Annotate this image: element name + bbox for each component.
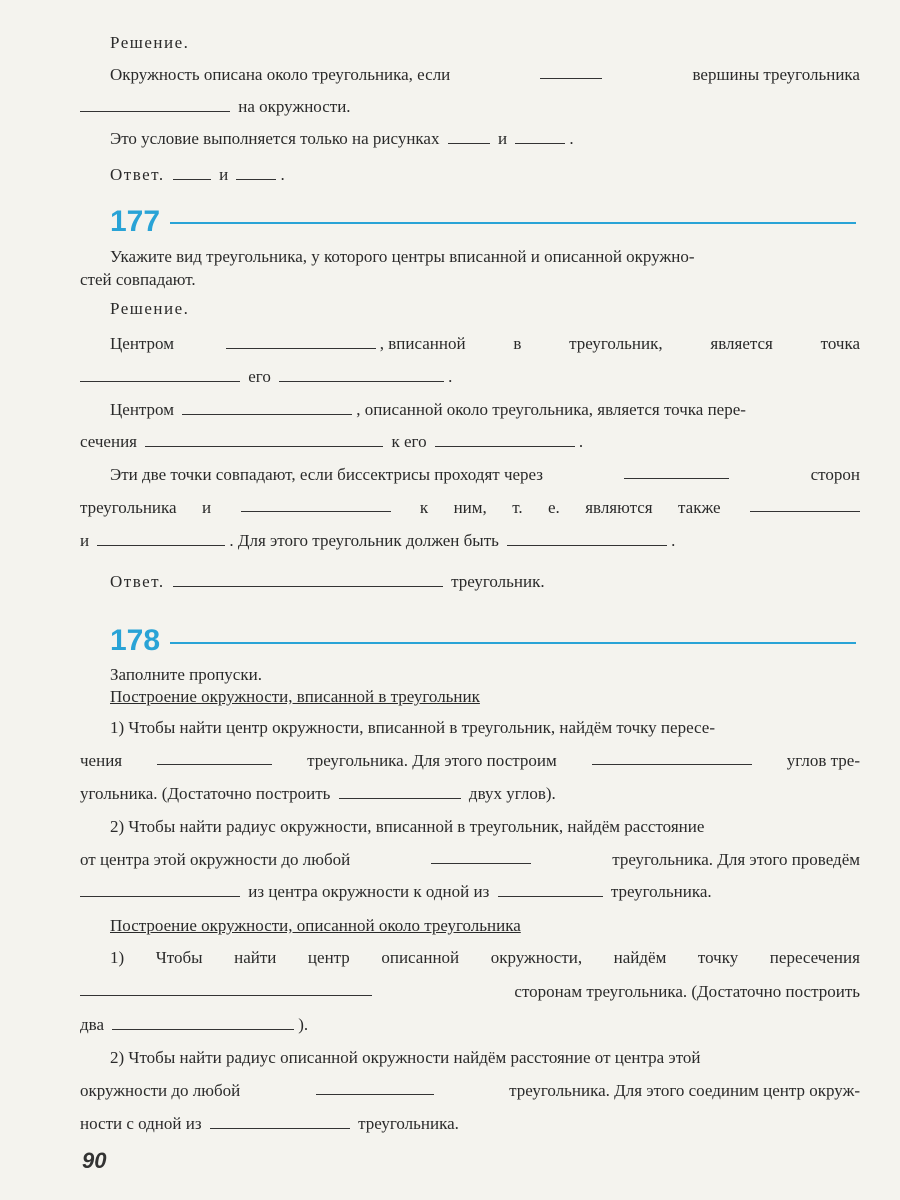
text-line: Окружность описана около треугольника, если вершины треугольника	[110, 65, 860, 84]
text-line: на окружности.	[80, 96, 860, 118]
text-line: 1) Чтобы найти центр описанной окружности, найдём точку пересечения	[110, 948, 860, 967]
answer-blank[interactable]	[173, 165, 211, 180]
text-line: сечения к его .	[80, 432, 584, 451]
answer-blank[interactable]	[339, 784, 461, 799]
question-line: Укажите вид треугольника, у которого центры вписанной и описанной окружно-	[110, 247, 695, 266]
task-number: 177	[110, 205, 161, 238]
text-line: Центром , описанной около треугольника, является точка пере-	[110, 400, 746, 419]
answer-blank[interactable]	[515, 129, 565, 144]
answer-blank[interactable]	[145, 432, 383, 447]
answer-blank[interactable]	[157, 750, 272, 765]
answer-line: Ответ. и .	[110, 165, 285, 184]
text-line: 1) Чтобы найти центр окружности, вписанной в треугольник, найдём точку пересе-	[110, 718, 715, 737]
answer-blank[interactable]	[80, 367, 240, 382]
text-line: его .	[80, 366, 860, 388]
text-line: сторонам треугольника. (Достаточно построить	[80, 981, 860, 1003]
answer-blank[interactable]	[540, 64, 602, 79]
text-line: Центром , вписанной в треугольник, является точка	[110, 334, 860, 353]
answer-blank[interactable]	[750, 497, 860, 512]
task-number: 178	[110, 624, 161, 657]
text-line: угольника. (Достаточно построить двух углов).	[80, 784, 556, 803]
question-line: стей совпадают.	[80, 270, 196, 289]
answer-blank[interactable]	[624, 464, 729, 479]
text-line: два ).	[80, 1015, 309, 1034]
text-line: Эти две точки совпадают, если биссектрисы проходят через сторон	[110, 465, 860, 484]
text-line: окружности до любой треугольника. Для этого соединим центр окруж-	[80, 1081, 860, 1100]
text-line: ности с одной из треугольника.	[80, 1114, 459, 1133]
divider	[170, 222, 856, 224]
text-line: Это условие выполняется только на рисунках и .	[110, 129, 574, 148]
answer-blank[interactable]	[112, 1015, 294, 1030]
answer-blank[interactable]	[279, 367, 444, 382]
solution-label: Решение.	[110, 299, 190, 318]
divider	[170, 642, 856, 644]
answer-blank[interactable]	[210, 1114, 350, 1129]
answer-blank[interactable]	[316, 1080, 434, 1095]
answer-blank[interactable]	[507, 531, 667, 546]
solution-label: Решение.	[110, 33, 190, 52]
text-line: треугольника и к ним, т. е. являются также	[80, 497, 860, 519]
page-number: 90	[82, 1148, 107, 1173]
answer-blank[interactable]	[592, 750, 752, 765]
text-line: и . Для этого треугольник должен быть .	[80, 531, 676, 550]
answer-blank[interactable]	[173, 572, 443, 587]
text-line: 2) Чтобы найти радиус окружности, вписанной в треугольник, найдём расстояние	[110, 817, 705, 836]
section-heading: Построение окружности, вписанной в треугольник	[110, 687, 480, 706]
text-line: чения треугольника. Для этого построим углов тре-	[80, 751, 860, 770]
answer-line: Ответ. треугольник.	[110, 572, 545, 591]
text-line: от центра этой окружности до любой треугольника. Для этого проведём	[80, 850, 860, 869]
answer-blank[interactable]	[226, 334, 376, 349]
section-heading: Построение окружности, описанной около треугольника	[110, 916, 521, 935]
answer-blank[interactable]	[80, 882, 240, 897]
answer-blank[interactable]	[448, 129, 490, 144]
answer-blank[interactable]	[236, 165, 276, 180]
answer-blank[interactable]	[80, 981, 372, 996]
answer-blank[interactable]	[431, 849, 531, 864]
answer-blank[interactable]	[182, 400, 352, 415]
answer-blank[interactable]	[80, 97, 230, 112]
text-line: из центра окружности к одной из треугольника.	[80, 881, 860, 903]
answer-blank[interactable]	[498, 882, 603, 897]
text-line: 2) Чтобы найти радиус описанной окружности найдём расстояние от центра этой	[110, 1048, 701, 1067]
answer-blank[interactable]	[435, 432, 575, 447]
answer-blank[interactable]	[97, 531, 225, 546]
answer-blank[interactable]	[241, 497, 391, 512]
instruction: Заполните пропуски.	[110, 665, 262, 684]
